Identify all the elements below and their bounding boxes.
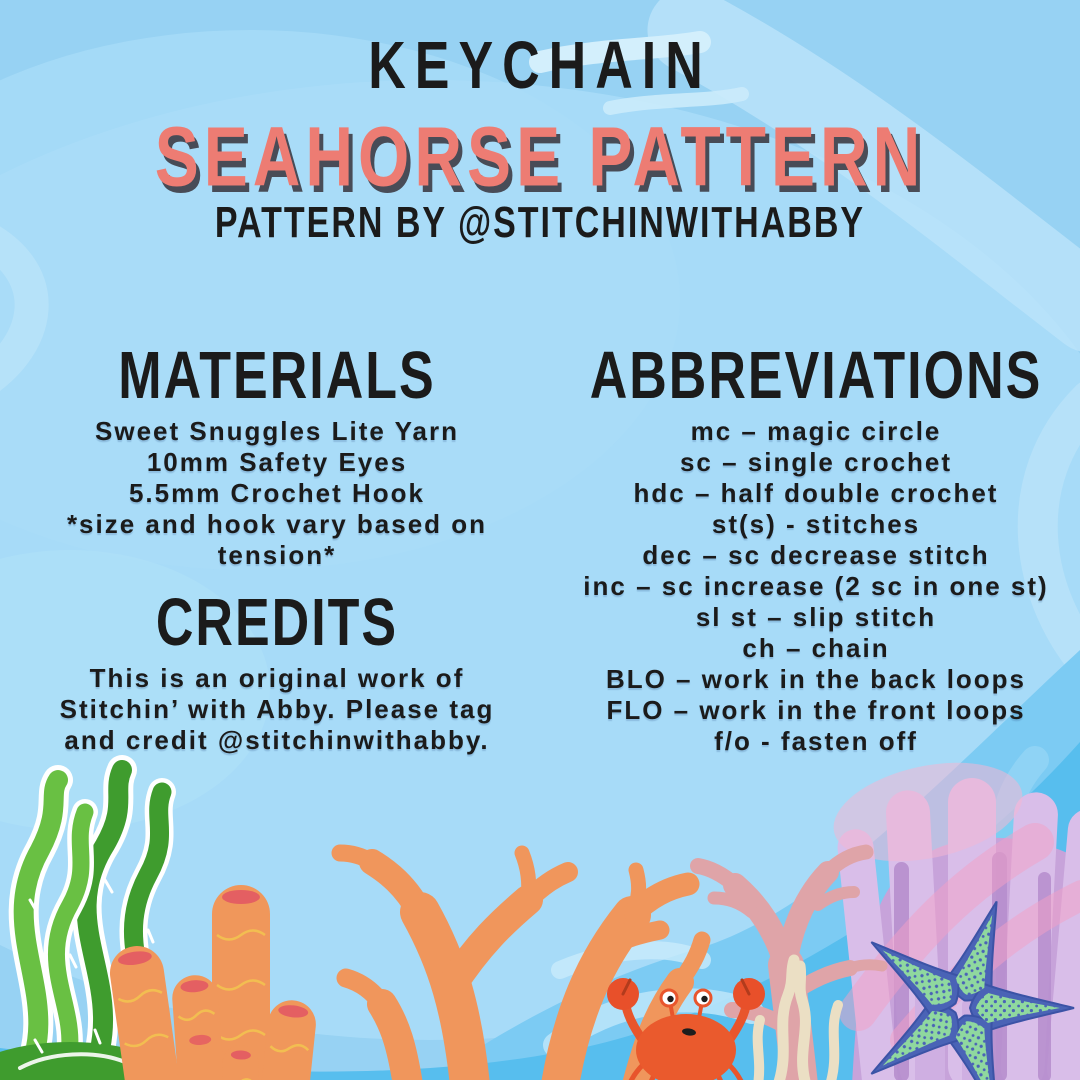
materials-list bbox=[38, 416, 516, 571]
title-seahorse-pattern: SEAHORSE PATTERN bbox=[154, 108, 926, 204]
title-keychain: KEYCHAIN bbox=[368, 28, 712, 104]
header bbox=[0, 28, 1080, 248]
abbreviation-item: FLO – work in the front loops bbox=[606, 695, 1026, 725]
material-item: *size and hook vary based on tension* bbox=[66, 509, 488, 570]
material-item: 5.5mm Crochet Hook bbox=[128, 478, 426, 508]
right-column bbox=[560, 338, 1072, 757]
abbreviation-item: BLO – work in the back loops bbox=[605, 664, 1027, 694]
materials-heading: MATERIALS bbox=[118, 338, 436, 414]
abbreviation-item: ch – chain bbox=[742, 633, 890, 663]
material-item: Sweet Snuggles Lite Yarn bbox=[95, 416, 459, 446]
abbreviation-item: st(s) - stitches bbox=[711, 509, 921, 539]
credits-heading: CREDITS bbox=[155, 585, 399, 661]
abbreviation-item: hdc – half double crochet bbox=[633, 478, 999, 508]
left-column bbox=[38, 338, 516, 756]
abbreviations-list bbox=[560, 416, 1072, 757]
abbreviation-item: mc – magic circle bbox=[690, 416, 942, 446]
abbreviation-item: dec – sc decrease stitch bbox=[642, 540, 990, 570]
abbreviation-item: inc – sc increase (2 sc in one st) bbox=[583, 571, 1049, 601]
abbreviations-heading: ABBREVIATIONS bbox=[589, 338, 1043, 414]
credits-text: This is an original work of Stitchin’ with Abby. Please tag and credit @stitchinwithabby. bbox=[59, 663, 495, 755]
material-item: 10mm Safety Eyes bbox=[146, 447, 408, 477]
abbreviation-item: f/o - fasten off bbox=[714, 726, 918, 756]
abbreviation-item: sc – single crochet bbox=[679, 447, 953, 477]
byline: PATTERN BY @STITCHINWITHABBY bbox=[214, 198, 866, 248]
abbreviation-item: sl st – slip stitch bbox=[695, 602, 937, 632]
